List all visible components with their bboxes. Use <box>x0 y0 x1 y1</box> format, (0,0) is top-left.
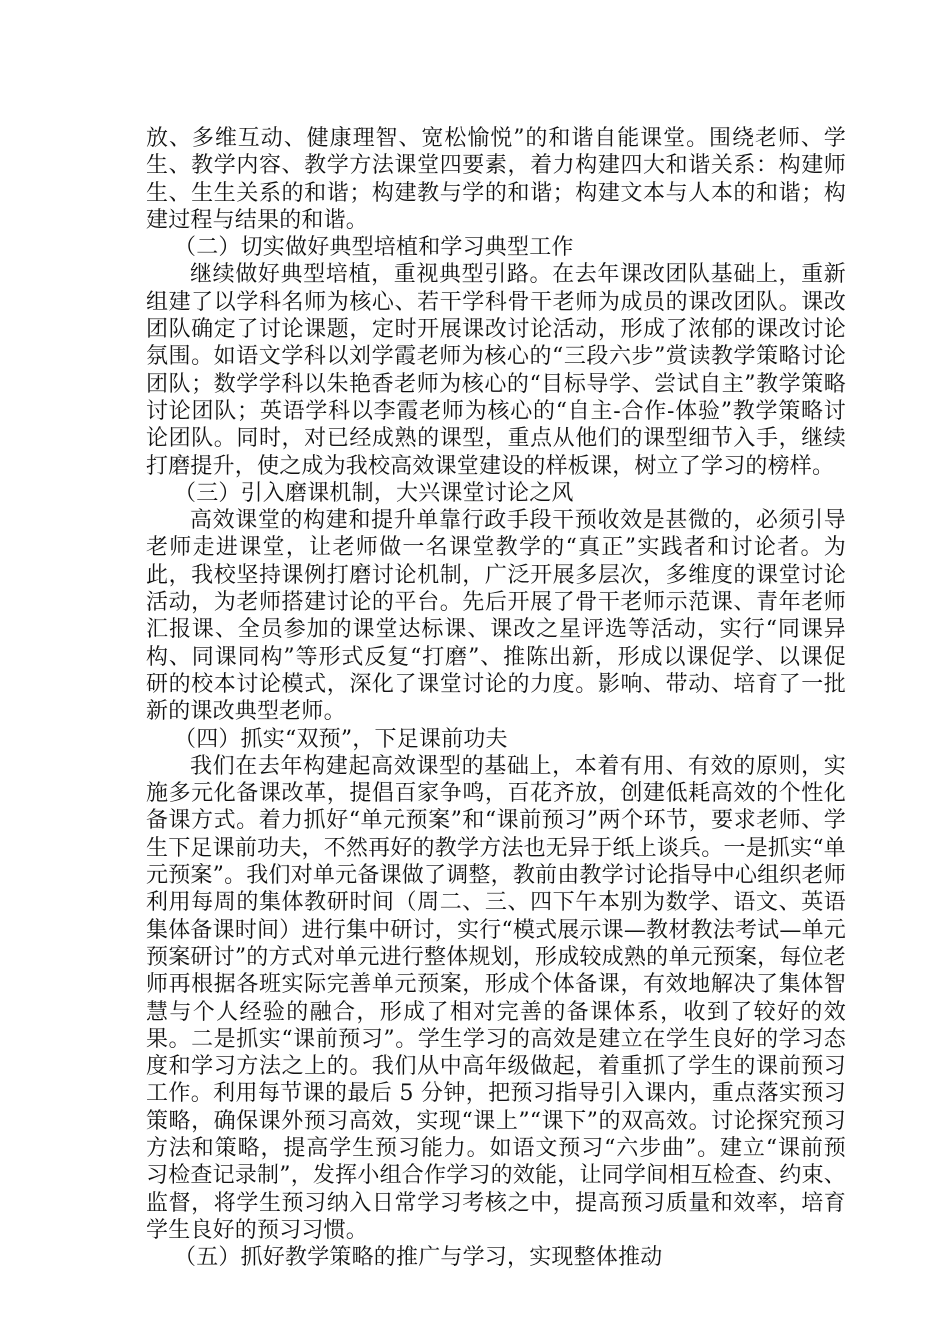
section-heading: （三）引入磨课机制，大兴课堂讨论之风 <box>174 480 574 506</box>
body-paragraph: 继续做好典型培植，重视典型引路。在去年课改团队基础上，重新组建了以学科名师为核心、若干学科骨干老师为成员的课改团队。课改团队确定了讨论课题，定时开展课改讨论活动，形成了浓郁的课改讨论氛围。如语文学科以刘学霞老师为核心的“三段六步”赏读教学策略讨论团队；数学学科以朱艳香老师为核心的“目标导学、尝试自主”教学策略讨论团队；英语学科以李霞老师为核心的“自主-合作-体验”教学策略讨论团队。同时，对已经成熟的课型，重点从他们的课型细节入手，继续打磨提升，使之成为我校高效课堂建设的样板课，树立了学习的榜样。 <box>146 262 846 479</box>
section-heading: （四）抓实“双预”，下足课前功夫 <box>174 726 508 752</box>
body-paragraph: 高效课堂的构建和提升单靠行政手段干预收效是甚微的，必须引导老师走进课堂，让老师做一名课堂教学的“真正”实践者和讨论者。为此，我校坚持课例打磨讨论机制，广泛开展多层次，多维度的课堂讨论活动，为老师搭建讨论的平台。先后开展了骨干老师示范课、青年老师汇报课、全员参加的课堂达标课、课改之星评选等活动，实行“同课异构、同课同构”等形式反复“打磨”、推陈出新，形成以课促学、以课促研的校本讨论模式，深化了课堂讨论的力度。影响、带动、培育了一批新的课改典型老师。 <box>146 508 846 725</box>
document-page <box>146 125 846 1271</box>
body-paragraph: 放、多维互动、健康理智、宽松愉悦”的和谐自能课堂。围绕老师、学生、教学内容、教学方法课堂四要素，着力构建四大和谐关系：构建师生、生生关系的和谐；构建教与学的和谐；构建文本与人本的和谐；构建过程与结果的和谐。 <box>146 126 846 233</box>
section-heading: （二）切实做好典型培植和学习典型工作 <box>174 235 574 261</box>
body-paragraph: 我们在去年构建起高效课型的基础上，本着有用、有效的原则，实施多元化备课改革，提倡百家争鸣，百花齐放，创建低耗高效的个性化备课方式。着力抓好“单元预案”和“课前预习”两个环节，要求老师、学生下足课前功夫，不然再好的教学方法也无异于纸上谈兵。一是抓实“单元预案”。我们对单元备课做了调整，教前由教学讨论指导中心组织老师利用每周的集体教研时间（周二、三、四下午本别为数学、语文、英语集体备课时间）进行集中研讨，实行“模式展示课—教材教法考试—单元预案研讨”的方式对单元进行整体规划，形成较成熟的单元预案，每位老师再根据各班实际完善单元预案，形成个体备课，有效地解决了集体智慧与个人经验的融合，形成了相对完善的备课体系，收到了较好的效果。二是抓实“课前预习”。学生学习的高效是建立在学生良好的学习态度和学习方法之上的。我们从中高年级做起，着重抓了学生的课前预习工作。利用每节课的最后 5 分钟，把预习指导引入课内，重点落实预习策略，确保课外预习高效，实现“课上”“课下”的双高效。讨论探究预习方法和策略，提高学生预习能力。如语文预习“六步曲”。建立“课前预习检查记录制”，发挥小组合作学习的效能，让同学间相互检查、约束、监督，将学生预习纳入日常学习考核之中，提高预习质量和效率，培育学生良好的预习习惯。 <box>146 753 846 1243</box>
section-heading: （五）抓好教学策略的推广与学习，实现整体推动 <box>174 1245 663 1271</box>
